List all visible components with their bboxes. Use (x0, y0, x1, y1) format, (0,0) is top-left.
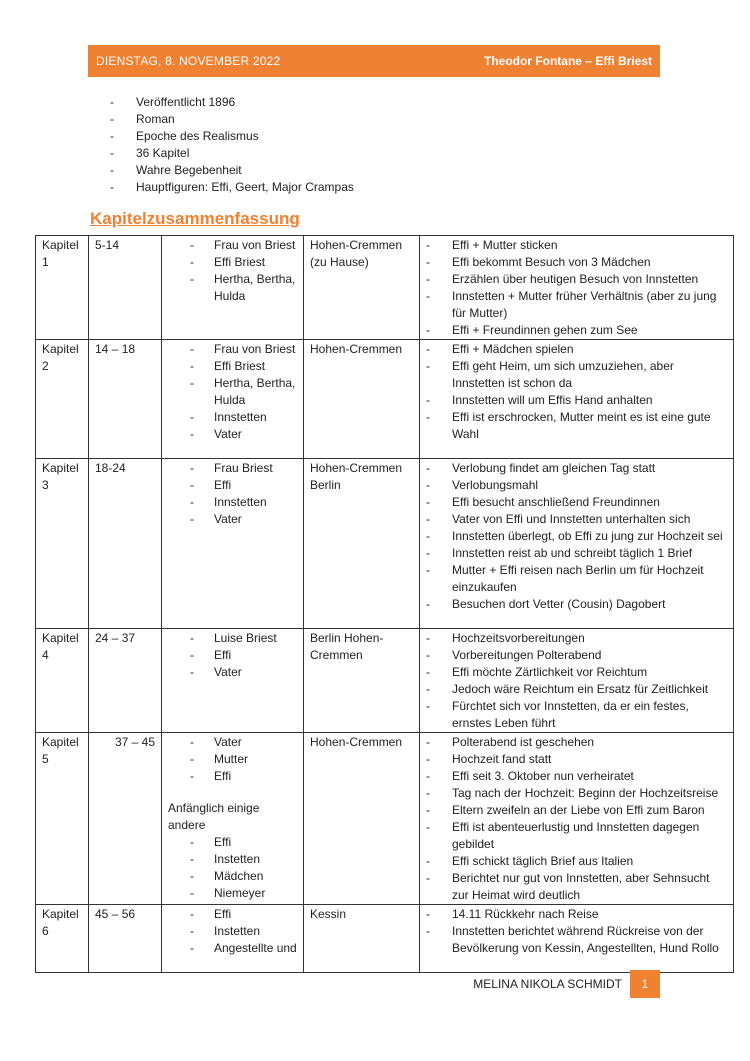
chapter-events (420, 733, 734, 905)
list-item: - Verlobungsmahl (426, 477, 729, 494)
chapter-label: Kapitel 6 (36, 905, 89, 973)
page-number: 1 (630, 970, 660, 998)
list-item: - Innstetten berichtet während Rückreise von der Bevölkerung von Kessin, Angestellten, Hund Rollo (426, 923, 729, 957)
list-item: - Roman (110, 111, 354, 128)
chapter-range: 5-14 (89, 236, 162, 340)
author-name: MELINA NIKOLA SCHMIDT (473, 977, 622, 991)
list-item: - Angestellte und (168, 940, 299, 957)
chapter-range: 18-24 (89, 459, 162, 629)
list-item: - Effi möchte Zärtlichkeit vor Reichtum (426, 664, 729, 681)
chapter-label: Kapitel 1 (36, 236, 89, 340)
list-item: - Hertha, Bertha, Hulda (168, 375, 299, 409)
chapter-events (420, 629, 734, 733)
list-item: - Verlobung findet am gleichen Tag statt (426, 460, 729, 477)
list-item: - Fürchtet sich vor Innstetten, da er ein festes, ernstes Leben führt (426, 698, 729, 732)
header-date: DIENSTAG, 8. NOVEMBER 2022 (96, 54, 281, 68)
table-row (36, 340, 734, 459)
chapter-events (420, 905, 734, 973)
chapter-figures (162, 629, 304, 733)
chapter-label: Kapitel 5 (36, 733, 89, 905)
section-title: Kapitelzusammenfassung (90, 209, 300, 228)
list-item: - Vater (168, 426, 299, 443)
list-item: - Effi bekommt Besuch von 3 Mädchen (426, 254, 729, 271)
header-title: Theodor Fontane – Effi Briest (483, 54, 652, 68)
chapter-range: 45 – 56 (89, 905, 162, 973)
chapter-events (420, 236, 734, 340)
table-row (36, 733, 734, 905)
list-item: - Effi + Freundinnen gehen zum See (426, 322, 729, 339)
list-item: - Effi Briest (168, 358, 299, 375)
list-item: - Effi Briest (168, 254, 299, 271)
chapter-range: 37 – 45 (89, 733, 162, 905)
list-item: - Frau Briest (168, 460, 299, 477)
list-item: - Effi (168, 477, 299, 494)
list-item: - Tag nach der Hochzeit: Beginn der Hochzeitsreise (426, 785, 729, 802)
list-item: - Effi (168, 768, 299, 785)
list-item: - Vater (168, 511, 299, 528)
list-item: - Innstetten + Mutter früher Verhältnis (aber zu jung für Mutter) (426, 288, 729, 322)
list-item: - Vater von Effi und Innstetten unterhalten sich (426, 511, 729, 528)
list-item: - Innstetten will um Effis Hand anhalten (426, 392, 729, 409)
list-item: - Innstetten überlegt, ob Effi zu jung zur Hochzeit sei (426, 528, 729, 545)
list-item: - Mädchen (168, 868, 299, 885)
list-item: - Wahre Begebenheit (110, 162, 354, 179)
list-item: - Innstetten (168, 494, 299, 511)
list-item: - Frau von Briest (168, 341, 299, 358)
table-row (36, 236, 734, 340)
list-item: - Eltern zweifeln an der Liebe von Effi zum Baron (426, 802, 729, 819)
chapter-figures (162, 236, 304, 340)
chapter-place: Hohen-Cremmen Berlin (304, 459, 420, 629)
list-item: - 14.11 Rückkehr nach Reise (426, 906, 729, 923)
list-item: - Effi (168, 834, 299, 851)
page-footer (470, 970, 660, 998)
list-item: - Hauptfiguren: Effi, Geert, Major Crampas (110, 179, 354, 196)
list-item: - Vater (168, 664, 299, 681)
chapter-place: Kessin (304, 905, 420, 973)
list-item: - Effi besucht anschließend Freundinnen (426, 494, 729, 511)
list-item: - Hertha, Bertha, Hulda (168, 271, 299, 305)
chapter-place: Berlin Hohen-Cremmen (304, 629, 420, 733)
chapter-figures (162, 340, 304, 459)
list-item: - Instetten (168, 851, 299, 868)
table-row (36, 629, 734, 733)
list-item: - Veröffentlicht 1896 (110, 94, 354, 111)
list-item: - Vorbereitungen Polterabend (426, 647, 729, 664)
list-item: - Effi seit 3. Oktober nun verheiratet (426, 768, 729, 785)
chapter-range: 14 – 18 (89, 340, 162, 459)
chapter-figures (162, 459, 304, 629)
list-item: - Effi ist abenteuerlustig und Innstetten dagegen gebildet (426, 819, 729, 853)
chapter-label: Kapitel 3 (36, 459, 89, 629)
list-item: - Frau von Briest (168, 237, 299, 254)
list-item: - Luise Briest (168, 630, 299, 647)
list-item: - Effi (168, 647, 299, 664)
list-item: - Effi + Mutter sticken (426, 237, 729, 254)
list-item: - Vater (168, 734, 299, 751)
list-item: - Berichtet nur gut von Innstetten, aber Sehnsucht zur Heimat wird deutlich (426, 870, 729, 904)
list-item: - Effi (168, 906, 299, 923)
list-item: - Polterabend ist geschehen (426, 734, 729, 751)
table-row (36, 459, 734, 629)
list-item: - Effi ist erschrocken, Mutter meint es ist eine gute Wahl (426, 409, 729, 443)
table-row (36, 905, 734, 973)
list-item: - Erzählen über heutigen Besuch von Innstetten (426, 271, 729, 288)
list-item: - Besuchen dort Vetter (Cousin) Dagobert (426, 596, 729, 613)
page-header (88, 45, 660, 77)
list-item: - Innstetten (168, 409, 299, 426)
chapter-place: Hohen-Cremmen (304, 340, 420, 459)
list-item: - Innstetten reist ab und schreibt täglich 1 Brief (426, 545, 729, 562)
chapter-label: Kapitel 2 (36, 340, 89, 459)
chapter-events (420, 459, 734, 629)
list-item: - Effi schickt täglich Brief aus Italien (426, 853, 729, 870)
list-item: - Jedoch wäre Reichtum ein Ersatz für Zeitlichkeit (426, 681, 729, 698)
chapter-label: Kapitel 4 (36, 629, 89, 733)
chapter-figures (162, 733, 304, 905)
list-item: - Effi geht Heim, um sich umzuziehen, aber Innstetten ist schon da (426, 358, 729, 392)
intro-list (110, 94, 354, 196)
chapter-events (420, 340, 734, 459)
list-item: - Hochzeitsvorbereitungen (426, 630, 729, 647)
list-item: - Mutter (168, 751, 299, 768)
chapter-place: Hohen-Cremmen (304, 733, 420, 905)
list-item: - Epoche des Realismus (110, 128, 354, 145)
figures-note: Anfänglich einige andere (168, 801, 260, 832)
list-item: - Instetten (168, 923, 299, 940)
chapter-range: 24 – 37 (89, 629, 162, 733)
chapter-figures (162, 905, 304, 973)
list-item: - Niemeyer (168, 885, 299, 902)
list-item: - Hochzeit fand statt (426, 751, 729, 768)
list-item: - Mutter + Effi reisen nach Berlin um für Hochzeit einzukaufen (426, 562, 729, 596)
list-item: - 36 Kapitel (110, 145, 354, 162)
chapter-summary-table (35, 235, 734, 973)
list-item: - Effi + Mädchen spielen (426, 341, 729, 358)
chapter-place: Hohen-Cremmen (zu Hause) (304, 236, 420, 340)
